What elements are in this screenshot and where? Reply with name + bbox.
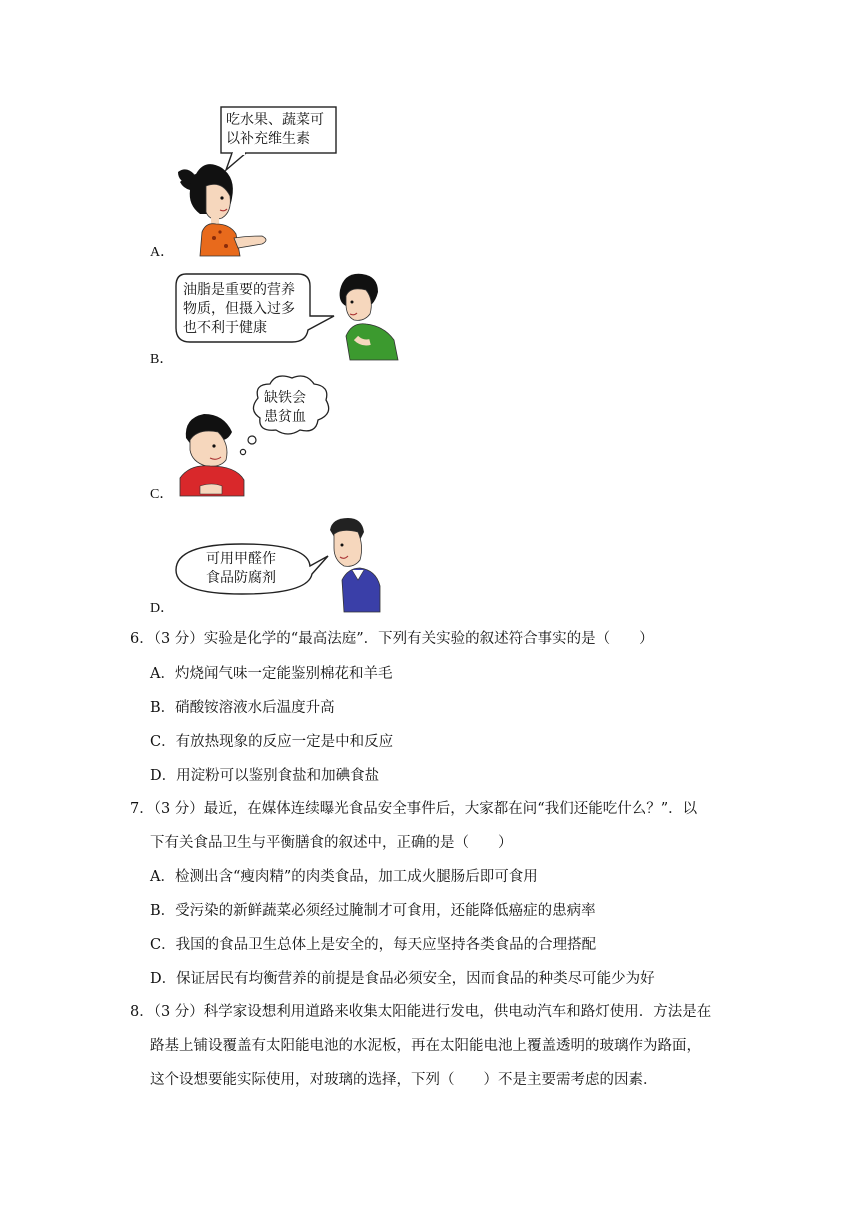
option-letter: D． [150, 601, 175, 616]
speech-line: 也不利于健康 [183, 320, 267, 336]
option-letter: C． [150, 487, 174, 502]
answer-option[interactable]: C．我国的食品卫生总体上是安全的，每天应坚持各类食品的合理搭配 [150, 937, 597, 953]
answer-option[interactable]: D．用淀粉可以鉴别食盐和加碘食盐 [150, 768, 380, 784]
speech-line: 以补充维生素 [226, 131, 310, 147]
option-letter: B． [150, 352, 174, 367]
answer-option[interactable]: B．硝酸铵溶液水后温度升高 [150, 700, 335, 716]
question-stem: 这个设想要能实际使用，对玻璃的选择，下列（ ）不是主要需考虑的因素． [150, 1072, 658, 1088]
speech-line: 可用甲醛作 [206, 551, 276, 567]
question-stem: 下有关食品卫生与平衡膳食的叙述中，正确的是（ ） [150, 835, 513, 851]
speech-line: 油脂是重要的营养 [183, 282, 295, 298]
speech-line: 吃水果、蔬菜可 [226, 112, 324, 128]
answer-option[interactable]: D．保证居民有均衡营养的前提是食品必须安全，因而食品的种类尽可能少为好 [150, 971, 655, 987]
speech-line: 缺铁会 [264, 390, 306, 406]
speech-line: 食品防腐剂 [206, 570, 276, 586]
question-stem: 6．（3 分）实验是化学的“最高法庭”．下列有关实验的叙述符合事实的是（ ） [130, 631, 654, 647]
answer-option[interactable]: B．受污染的新鲜蔬菜必须经过腌制才可食用，还能降低癌症的患病率 [150, 903, 596, 919]
question-stem: 路基上铺设覆盖有太阳能电池的水泥板，再在太阳能电池上覆盖透明的玻璃作为路面， [150, 1038, 701, 1054]
option-letter: A． [150, 245, 175, 260]
answer-option[interactable]: A．检测出含“瘦肉精”的肉类食品，加工成火腿肠后即可食用 [150, 869, 538, 885]
answer-option[interactable]: C．有放热现象的反应一定是中和反应 [150, 734, 394, 750]
speech-line: 物质，但摄入过多 [183, 301, 295, 317]
question-stem: 8．（3 分）科学家设想利用道路来收集太阳能进行发电，供电动汽车和路灯使用．方法是在 [130, 1004, 712, 1020]
answer-option[interactable]: A．灼烧闻气味一定能鉴别棉花和羊毛 [150, 666, 393, 682]
speech-line: 患贫血 [264, 409, 306, 425]
question-stem: 7．（3 分）最近，在媒体连续曝光食品安全事件后，大家都在问“我们还能吃什么？”．以 [130, 801, 698, 817]
